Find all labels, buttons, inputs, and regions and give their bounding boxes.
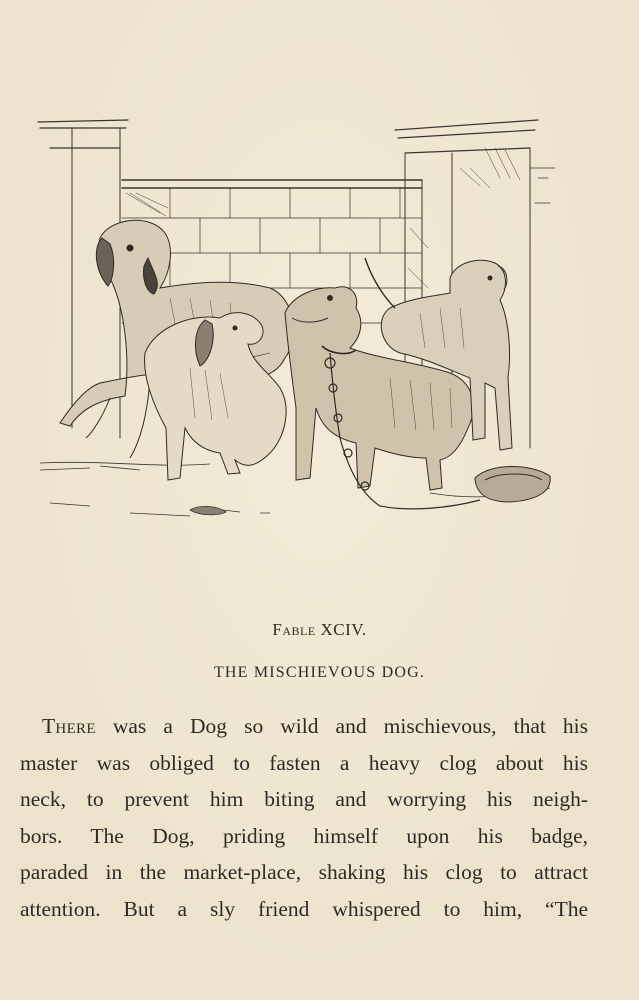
- fable-numeral: XCIV.: [320, 620, 367, 639]
- body-line-2: master was obliged to fasten a heavy clog about his: [20, 750, 588, 775]
- fable-label: Fable: [272, 620, 316, 639]
- fable-body: [20, 708, 588, 927]
- body-line-6: attention. But a sly friend whispered to him, “The: [20, 896, 588, 921]
- body-line-4: bors. The Dog, priding himself upon his badge,: [20, 823, 588, 848]
- fable-title: THE MISCHIEVOUS DOG.: [213, 664, 426, 681]
- body-line-1: [20, 708, 588, 745]
- lead-word: There: [42, 714, 96, 738]
- body-line-1-text: was a Dog so wild and mischievous, that his: [95, 714, 588, 738]
- body-line-3: neck, to prevent him biting and worrying his neigh-: [20, 787, 588, 811]
- dogs-engraving-illustration: [30, 108, 560, 528]
- fable-number: [0, 620, 639, 640]
- body-line-5: paraded in the market-place, shaking his clog to attract: [20, 860, 588, 884]
